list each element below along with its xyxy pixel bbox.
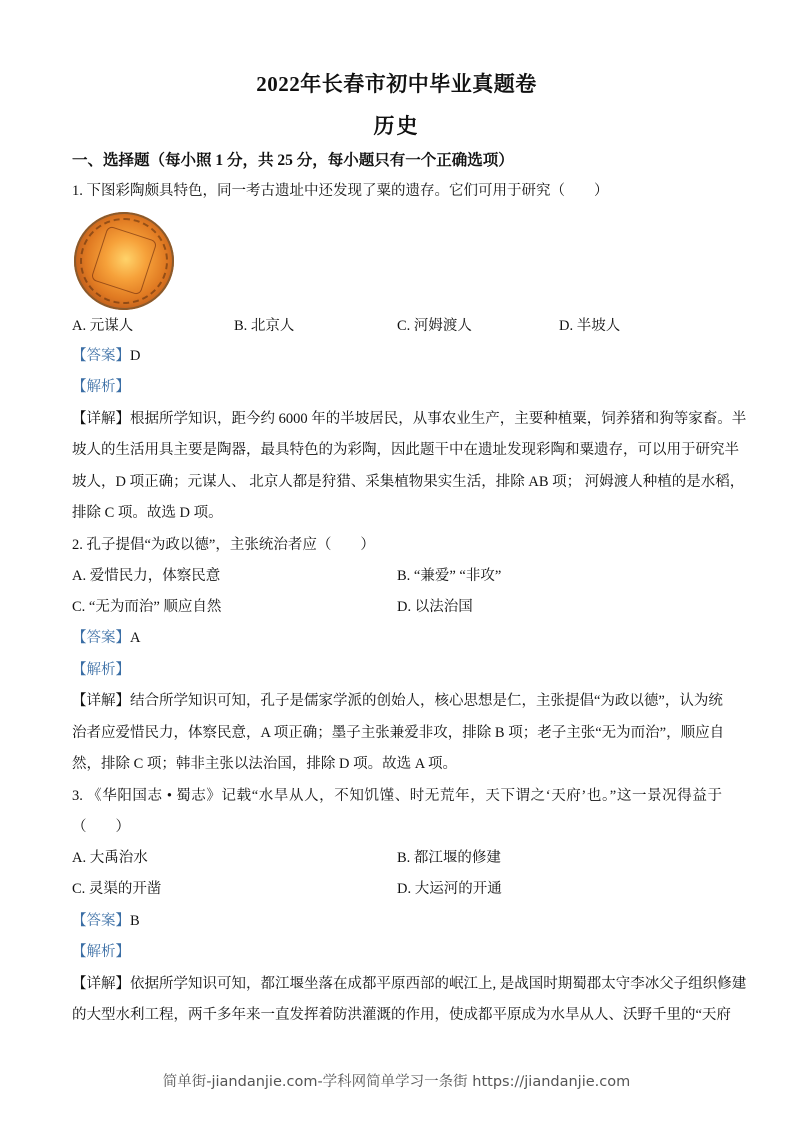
analysis-label: 【解析】: [72, 379, 130, 395]
analysis-label: 【解析】: [72, 662, 130, 678]
answer-label: 【答案】: [72, 913, 130, 929]
question-2-detail-line: 【详解】结合所学知识可知，孔子是儒家学派的创始人，核心思想是仁，主张提倡“为政以德”，认为统: [72, 693, 723, 709]
question-1-detail-line: 坡人，D 项正确；元谋人、 北京人都是狩猎、采集植物果实生活，排除 AB 项； 河姆渡人种植的是水稻，: [72, 474, 745, 490]
answer-value: D: [130, 348, 141, 364]
question-1-option-a: A. 元谋人: [72, 318, 134, 334]
question-2-option-a: A. 爱惜民力，体察民意: [72, 568, 221, 584]
question-1-analysis: [72, 377, 722, 397]
question-1-option-c: C. 河姆渡人: [397, 318, 472, 334]
question-3-detail-line: 的大型水利工程，两千多年来一直发挥着防洪灌溉的作用，使成都平原成为水旱从人、沃野千里的“天府: [72, 1007, 731, 1023]
question-2-answer: [72, 628, 722, 648]
question-1-detail-line: 【详解】根据所学知识，距今约 6000 年的半坡居民，从事农业生产，主要种植粟，饲养猪和狗等家畜。半: [72, 411, 747, 427]
question-2-stem: 2. 孔子提倡“为政以德”，主张统治者应（ ）: [72, 537, 375, 553]
subject-title: 历史: [373, 114, 420, 138]
question-2-option-c: C. “无为而治” 顺应自然: [72, 599, 222, 615]
answer-label: 【答案】: [72, 348, 130, 364]
question-3-option-c: C. 灵渠的开凿: [72, 881, 162, 897]
question-3-stem-cont: （ ）: [72, 819, 130, 835]
detail-label: 【详解】: [72, 976, 130, 992]
question-1-option-d: D. 半坡人: [559, 318, 621, 334]
question-3-stem: 3. 《华阳国志 • 蜀志》记载“水旱从人，不知饥馑、时无荒年，天下谓之‘天府’也。”这一景况得益于: [72, 788, 722, 804]
answer-value: A: [130, 630, 141, 646]
question-3-analysis: [72, 942, 722, 962]
question-2-detail-line: 然，排除 C 项；韩非主张以法治国，排除 D 项。故选 A 项。: [72, 756, 458, 772]
section-heading: 一、选择题（每小照 1 分，共 25 分，每小题只有一个正确选项）: [72, 152, 514, 169]
question-1-option-b: B. 北京人: [234, 318, 295, 334]
answer-label: 【答案】: [72, 630, 130, 646]
detail-label: 【详解】: [72, 411, 130, 427]
answer-value: B: [130, 913, 140, 929]
question-1-detail-line: 排除 C 项。故选 D 项。: [72, 505, 223, 521]
question-3-answer: [72, 911, 722, 931]
question-1-detail-line: 坡人的生活用具主要是陶器，最具特色的为彩陶，因此题干中在遗址发现彩陶和粟遗存，可以用于研究半: [72, 442, 739, 458]
question-3-option-d: D. 大运河的开通: [397, 881, 502, 897]
document-title: 2022年长春市初中毕业真题卷: [256, 72, 537, 96]
footer-watermark: 简单街-jiandanjie.com-学科网简单学习一条街 https://jiandanjie.com: [162, 1074, 631, 1090]
question-1-answer: [72, 346, 722, 366]
question-2-option-b: B. “兼爱” “非攻”: [397, 568, 502, 584]
question-3-option-b: B. 都江堰的修建: [397, 850, 501, 866]
analysis-label: 【解析】: [72, 944, 130, 960]
question-2-option-d: D. 以法治国: [397, 599, 473, 615]
detail-label: 【详解】: [72, 693, 130, 709]
question-1-stem: 1. 下图彩陶颇具特色，同一考古遗址中还发现了粟的遗存。它们可用于研究（ ）: [72, 183, 609, 199]
question-3-detail-line: 【详解】依据所学知识可知，都江堰坐落在成都平原西部的岷江上, 是战国时期蜀郡太守李冰父子组织修建: [72, 976, 747, 992]
painted-pottery-image: [74, 212, 174, 310]
question-2-analysis: [72, 660, 722, 680]
question-2-detail-line: 治者应爱惜民力，体察民意，A 项正确；墨子主张兼爱非攻，排除 B 项；老子主张“无为而治”，顺应自: [72, 725, 725, 741]
question-3-option-a: A. 大禹治水: [72, 850, 148, 866]
